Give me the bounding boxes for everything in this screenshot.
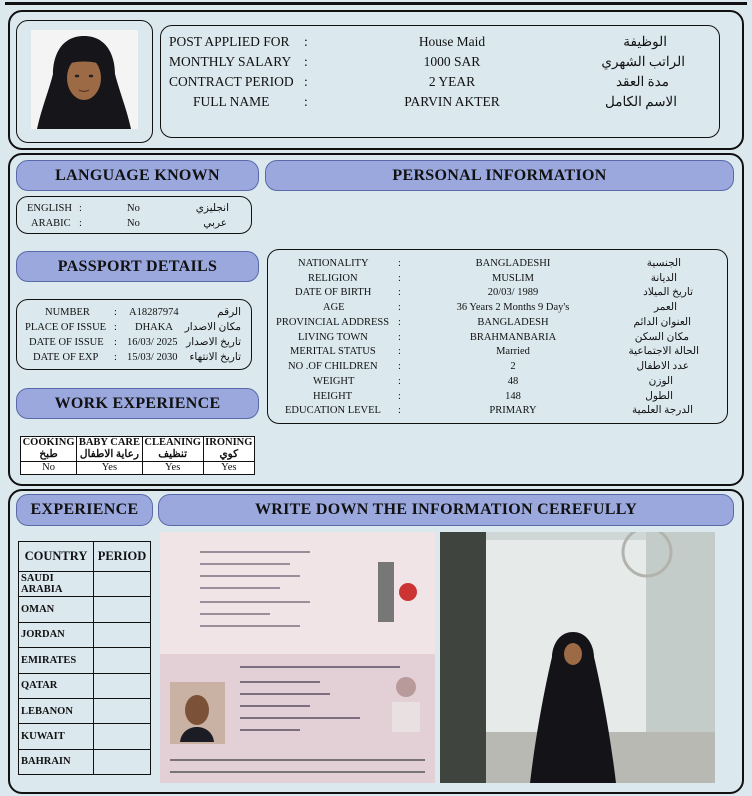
experience-header: EXPERIENCE — [16, 494, 153, 526]
skill-value: Yes — [142, 462, 203, 475]
personal-label-ar: الجنسية — [646, 258, 681, 269]
colon: : — [114, 352, 117, 363]
skill-name-ar: رعاية الاطفال — [79, 449, 139, 460]
personal-label-ar: عدد الاطفال — [636, 361, 689, 372]
personal-row — [268, 344, 727, 359]
language-label-ar: عربي — [203, 218, 227, 229]
skill-value: Yes — [77, 462, 143, 475]
personal-row — [268, 359, 727, 374]
skill-name-ar: كوي — [219, 449, 239, 460]
personal-label: RELIGION — [308, 273, 358, 284]
experience-table — [18, 541, 151, 775]
skill-name: COOKING — [22, 437, 75, 448]
personal-label: EDUCATION LEVEL — [285, 405, 381, 416]
table-row — [19, 673, 151, 698]
personal-label: DATE OF BIRTH — [295, 287, 372, 298]
colon: : — [398, 405, 401, 416]
skill-value: Yes — [203, 462, 254, 475]
period-column-header: PERIOD — [94, 542, 151, 572]
skill-value: No — [21, 462, 77, 475]
colon: : — [398, 391, 401, 402]
colon: : — [398, 346, 401, 357]
skills-header-row — [21, 437, 255, 462]
personal-info-box — [267, 249, 728, 424]
passport-label: PLACE OF ISSUE — [25, 322, 107, 333]
language-row — [17, 201, 251, 216]
experience-header-row — [19, 542, 151, 572]
job-label: MONTHLY SALARY — [169, 54, 292, 69]
language-value: No — [127, 218, 140, 229]
colon: : — [398, 332, 401, 343]
passport-label-ar: مكان الاصدار — [184, 322, 241, 333]
passport-row — [17, 335, 251, 350]
work-experience-header: WORK EXPERIENCE — [16, 388, 259, 419]
job-value: PARVIN AKTER — [404, 94, 500, 109]
personal-label: AGE — [323, 302, 345, 313]
colon: : — [79, 203, 82, 214]
table-row — [19, 648, 151, 673]
job-info-box — [160, 25, 720, 138]
personal-row — [268, 315, 727, 330]
passport-row — [17, 320, 251, 335]
period-cell — [94, 724, 151, 749]
personal-value: BRAHMANBARIA — [469, 332, 557, 343]
country-cell: LEBANON — [19, 698, 94, 723]
personal-label: NO .OF CHILDREN — [288, 361, 378, 372]
skill-cell — [21, 437, 77, 462]
job-row — [161, 32, 719, 52]
personal-label-ar: الديانة — [650, 273, 677, 284]
job-label: POST APPLIED FOR — [169, 34, 290, 49]
personal-label-ar: مكان السكن — [634, 332, 689, 343]
personal-value: 36 Years 2 Months 9 Day's — [456, 302, 570, 313]
passport-value: DHAKA — [135, 322, 173, 333]
passport-label: NUMBER — [45, 307, 90, 318]
colon: : — [114, 307, 117, 318]
period-cell — [94, 572, 151, 597]
colon: : — [304, 74, 308, 89]
period-cell — [94, 597, 151, 622]
colon: : — [79, 218, 82, 229]
country-cell: SAUDI ARABIA — [19, 572, 94, 597]
country-column-header: COUNTRY — [19, 542, 94, 572]
colon: : — [398, 287, 401, 298]
passport-row — [17, 350, 251, 365]
passport-scan-image — [160, 532, 435, 783]
personal-label: HEIGHT — [313, 391, 353, 402]
personal-label: MERITAL STATUS — [290, 346, 376, 357]
job-value: 1000 SAR — [423, 54, 481, 69]
personal-row — [268, 374, 727, 389]
colon: : — [398, 376, 401, 387]
skill-cell — [203, 437, 254, 462]
personal-label: PROVINCIAL ADDRESS — [276, 317, 390, 328]
passport-label-ar: الرقم — [217, 307, 241, 318]
table-row — [19, 572, 151, 597]
job-value: 2 YEAR — [428, 74, 476, 89]
personal-value: BANGLADESHI — [475, 258, 551, 269]
colon: : — [304, 94, 308, 109]
personal-info-header: PERSONAL INFORMATION — [265, 160, 734, 191]
personal-row — [268, 271, 727, 286]
personal-label: NATIONALITY — [298, 258, 369, 269]
passport-header: PASSPORT DETAILS — [16, 251, 259, 282]
skill-name-ar: تنظيف — [158, 449, 188, 460]
table-row — [19, 622, 151, 647]
language-label: ARABIC — [31, 218, 71, 229]
colon: : — [398, 302, 401, 313]
personal-row — [268, 389, 727, 404]
job-label-ar: الاسم الكامل — [604, 94, 677, 109]
language-value: No — [127, 203, 140, 214]
job-row — [161, 52, 719, 72]
personal-value: 2 — [510, 361, 516, 372]
passport-label: DATE OF ISSUE — [29, 337, 104, 348]
country-cell: KUWAIT — [19, 724, 94, 749]
colon: : — [398, 361, 401, 372]
period-cell — [94, 622, 151, 647]
portrait-photo — [31, 30, 138, 129]
personal-value: 48 — [507, 376, 519, 387]
personal-row — [268, 403, 727, 418]
personal-label-ar: العمر — [653, 302, 677, 313]
country-cell: EMIRATES — [19, 648, 94, 673]
table-row — [19, 749, 151, 774]
skill-cell — [142, 437, 203, 462]
colon: : — [398, 258, 401, 269]
passport-label-ar: تاريخ الانتهاء — [189, 352, 241, 363]
language-header: LANGUAGE KNOWN — [16, 160, 259, 191]
period-cell — [94, 749, 151, 774]
country-cell: BAHRAIN — [19, 749, 94, 774]
table-row — [19, 597, 151, 622]
language-row — [17, 216, 251, 231]
language-box — [16, 196, 252, 234]
job-label: FULL NAME — [193, 94, 270, 109]
personal-value: Married — [496, 346, 530, 357]
skill-cell — [77, 437, 143, 462]
personal-row — [268, 285, 727, 300]
full-body-photo — [440, 532, 715, 783]
passport-value: 15/03/ 2030 — [127, 352, 178, 363]
passport-value: A18287974 — [129, 307, 179, 318]
passport-value: 16/03/ 2025 — [127, 337, 178, 348]
passport-label-ar: تاريخ الاصدار — [186, 337, 241, 348]
personal-label-ar: الدرجة العلمية — [632, 405, 693, 416]
job-label-ar: مدة العقد — [615, 74, 669, 89]
skill-name-ar: طبخ — [39, 449, 58, 460]
job-label: CONTRACT PERIOD — [169, 74, 294, 89]
colon: : — [304, 34, 308, 49]
personal-row — [268, 300, 727, 315]
colon: : — [398, 317, 401, 328]
language-label-ar: انجليزي — [195, 203, 229, 214]
personal-row — [268, 330, 727, 345]
period-cell — [94, 698, 151, 723]
personal-label-ar: الحالة الاجتماعية — [628, 346, 699, 357]
personal-label-ar: تاريخ الميلاد — [643, 287, 693, 298]
job-row — [161, 72, 719, 92]
skills-value-row — [21, 462, 255, 475]
table-row — [19, 698, 151, 723]
country-cell: JORDAN — [19, 622, 94, 647]
notice-header: WRITE DOWN THE INFORMATION CEREFULLY — [158, 494, 734, 526]
period-cell — [94, 648, 151, 673]
country-cell: OMAN — [19, 597, 94, 622]
personal-row — [268, 256, 727, 271]
colon: : — [114, 337, 117, 348]
passport-box — [16, 299, 252, 370]
personal-label-ar: الوزن — [648, 376, 673, 387]
personal-value: 20/03/ 1989 — [487, 287, 539, 298]
colon: : — [304, 54, 308, 69]
skill-name: IRONING — [205, 437, 253, 448]
job-row — [161, 92, 719, 112]
language-label: ENGLISH — [27, 203, 72, 214]
personal-value: PRIMARY — [489, 405, 537, 416]
personal-label: WEIGHT — [313, 376, 355, 387]
period-cell — [94, 673, 151, 698]
personal-value: 148 — [505, 391, 521, 402]
passport-label: DATE OF EXP — [33, 352, 99, 363]
skill-name: CLEANING — [144, 437, 201, 448]
table-row — [19, 724, 151, 749]
personal-value: MUSLIM — [491, 273, 534, 284]
top-rule — [5, 2, 747, 5]
personal-value: BANGLADESH — [477, 317, 549, 328]
colon: : — [114, 322, 117, 333]
job-label-ar: الوظيفة — [623, 34, 667, 49]
personal-label: LIVING TOWN — [298, 332, 368, 343]
personal-label-ar: الطول — [645, 391, 673, 402]
job-label-ar: الراتب الشهري — [601, 54, 685, 69]
country-cell: QATAR — [19, 673, 94, 698]
skill-name: BABY CARE — [78, 437, 140, 448]
passport-row — [17, 305, 251, 320]
colon: : — [398, 273, 401, 284]
personal-label-ar: العنوان الدائم — [633, 317, 691, 328]
job-value: House Maid — [418, 34, 486, 49]
skills-table — [20, 436, 255, 475]
